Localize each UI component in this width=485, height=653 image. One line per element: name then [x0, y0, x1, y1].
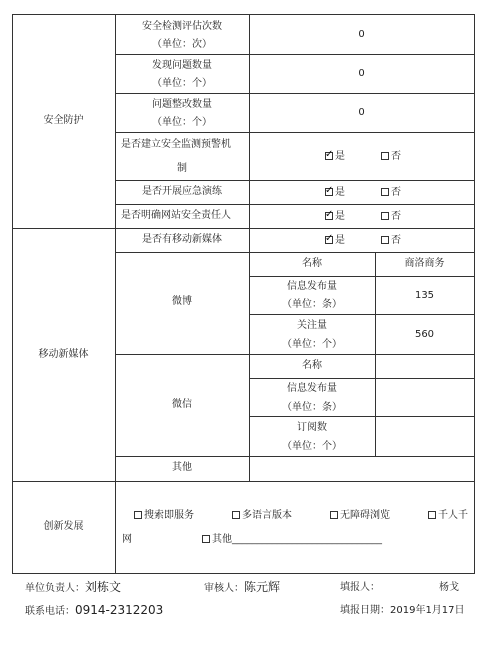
row-line [115, 180, 475, 181]
checkbox-checked-icon[interactable] [325, 152, 333, 160]
checkbox-icon[interactable] [202, 535, 210, 543]
row-line [249, 378, 475, 379]
no-option[interactable]: 否 [381, 211, 401, 223]
checkbox-icon[interactable] [134, 511, 142, 519]
row-unit: （单位：次） [152, 39, 212, 50]
follow-value: 560 [414, 329, 435, 340]
posts-value: 135 [414, 290, 435, 301]
col-divider-2a [249, 14, 250, 228]
check-label: 是否明确网站安全责任人 [121, 210, 231, 221]
subs-unit: （单位：个） [282, 441, 342, 452]
checkbox-icon[interactable] [232, 511, 240, 519]
row-line [115, 252, 475, 253]
filler-label: 填报人： [340, 582, 380, 593]
option-multilanguage[interactable]: 多语言版本 [232, 510, 292, 522]
row-label: 安全检测评估次数 [142, 21, 222, 32]
option-accessibility[interactable]: 无障碍浏览 [330, 510, 390, 522]
checkbox-checked-icon[interactable] [325, 188, 333, 196]
leader-field: 单位负责人：刘栋文 [25, 580, 122, 594]
check-label: 是否建立安全监测预警机 [121, 139, 231, 150]
yes-option[interactable]: ✓ 是 [325, 187, 345, 199]
check-label: 是否有移动新媒体 [142, 234, 222, 245]
checkbox-icon[interactable] [381, 188, 389, 196]
table-border-right [474, 14, 475, 574]
date-value: 2019年1月17日 [390, 605, 465, 616]
checkbox-icon[interactable] [381, 236, 389, 244]
section-line [12, 481, 475, 482]
checkbox-checked-icon[interactable] [325, 236, 333, 244]
follow-unit: （单位：个） [282, 339, 342, 350]
posts-label: 信息发布量 [287, 281, 337, 292]
col-divider-1 [115, 14, 116, 574]
row-value: 0 [358, 29, 365, 40]
date-field: 填报日期：2019年1月17日 [340, 605, 465, 616]
checkbox-icon[interactable] [381, 212, 389, 220]
row-line [115, 93, 475, 94]
name-value: 商洛商务 [404, 258, 445, 269]
row-line [115, 54, 475, 55]
reviewer-name: 陈元辉 [244, 580, 281, 594]
row-line [115, 132, 475, 133]
row-value: 0 [358, 68, 365, 79]
option-personalized-cont: 网 [122, 534, 132, 545]
name-label: 名称 [302, 360, 322, 371]
checkbox-icon[interactable] [330, 511, 338, 519]
follow-label: 关注量 [297, 320, 327, 331]
row-label: 发现问题数量 [152, 60, 212, 71]
filler-name: 杨戈 [439, 582, 459, 593]
section-line [12, 228, 475, 229]
check-label: 是否开展应急演练 [142, 186, 222, 197]
row-line [249, 314, 475, 315]
yes-option[interactable]: ✓是 [325, 151, 345, 163]
other-label: 其他 [172, 462, 192, 473]
checkbox-icon[interactable] [381, 152, 389, 160]
phone-value: 0914-2312203 [75, 603, 164, 617]
subs-label: 订阅数 [297, 422, 327, 433]
section-security-label: 安全防护 [43, 115, 84, 126]
reviewer-field: 审核人：陈元辉 [204, 580, 281, 594]
no-option[interactable]: 否 [381, 187, 401, 199]
posts-unit: （单位：条） [282, 402, 342, 413]
leader-name: 刘栋文 [85, 580, 122, 594]
checkbox-icon[interactable] [428, 511, 436, 519]
option-personalized[interactable]: 千人千 [428, 510, 468, 522]
row-line [115, 354, 475, 355]
row-line [249, 276, 475, 277]
no-option[interactable]: 否 [381, 151, 401, 163]
row-line-bottom [12, 573, 475, 574]
yes-option[interactable]: ✓ 是 [325, 235, 345, 247]
table-border-left [12, 14, 13, 574]
name-label: 名称 [302, 258, 322, 269]
no-option[interactable]: 否 [381, 235, 401, 247]
row-label: 问题整改数量 [152, 99, 212, 110]
row-line [115, 456, 475, 457]
yes-option[interactable]: ✓ 是 [325, 211, 345, 223]
col-divider-2b [249, 228, 250, 252]
other-blank-line: ______________________________ [232, 534, 382, 545]
posts-unit: （单位：条） [282, 299, 342, 310]
option-other[interactable]: 其他______________________________ [202, 534, 382, 546]
row-value: 0 [358, 107, 365, 118]
option-search-service[interactable]: 搜索即服务 [134, 510, 194, 522]
section-media-label: 移动新媒体 [38, 349, 89, 360]
posts-label: 信息发布量 [287, 383, 337, 394]
row-line [249, 416, 475, 417]
section-innovation-label: 创新发展 [43, 521, 84, 532]
wechat-label: 微信 [172, 399, 192, 410]
check-label-cont: 制 [177, 163, 187, 174]
checkbox-checked-icon[interactable] [325, 212, 333, 220]
row-unit: （单位：个） [152, 78, 212, 89]
row-line-top [12, 14, 475, 15]
row-line [115, 204, 475, 205]
phone-field: 联系电话：0914-2312203 [25, 603, 164, 617]
row-unit: （单位：个） [152, 117, 212, 128]
weibo-label: 微博 [172, 296, 192, 307]
